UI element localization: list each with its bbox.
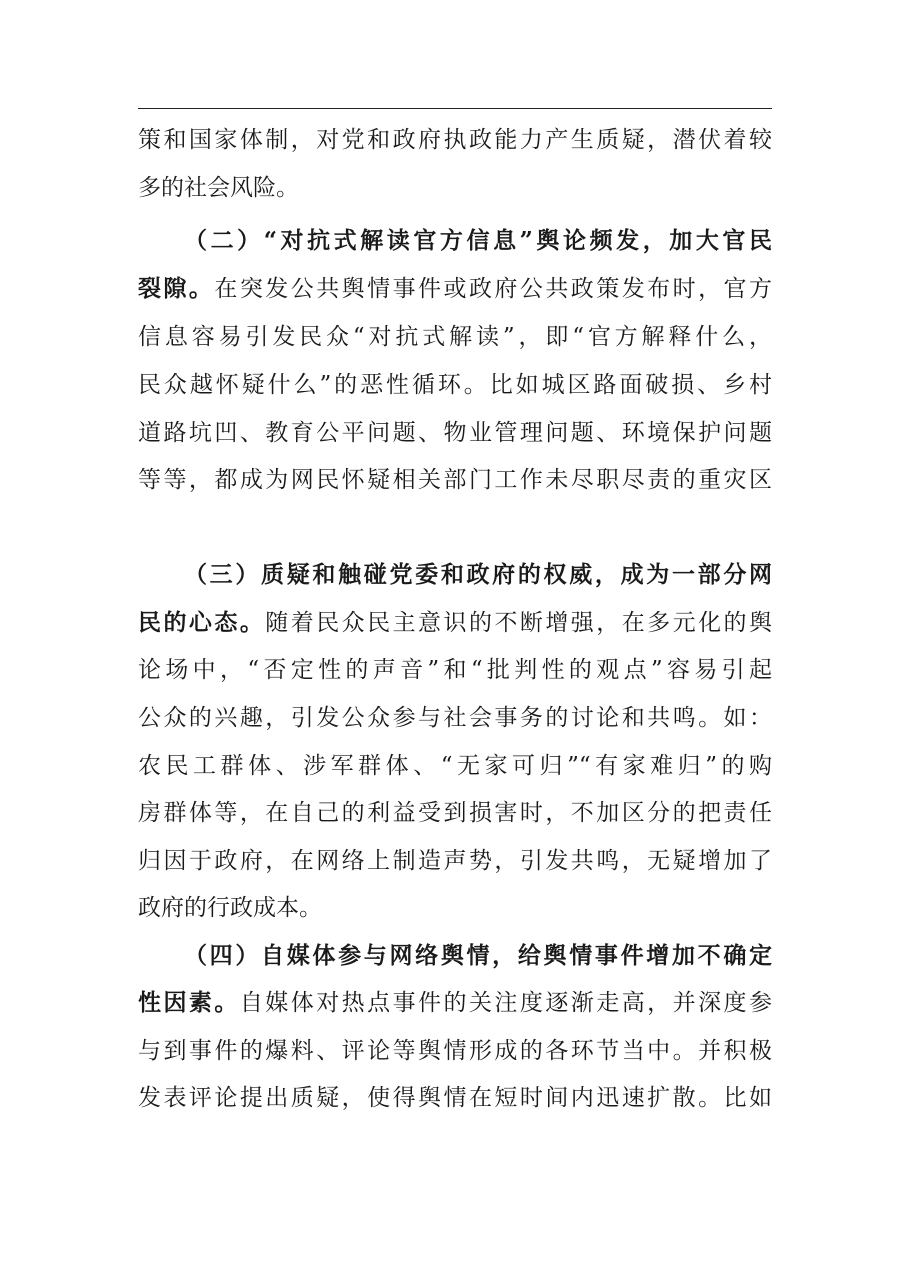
section-heading-2-tail: 裂隙。 xyxy=(138,275,215,302)
body-text-run: 在突发公共舆情事件或政府公共政策发布时，官方 xyxy=(214,276,772,302)
body-text-line: 策和国家体制，对党和政府执政能力产生质疑，潜伏着较 xyxy=(138,127,772,153)
body-text-line xyxy=(138,598,772,648)
body-text-line: 等等，都成为网民怀疑相关部门工作未尽职尽责的重灾区 xyxy=(138,467,772,493)
body-text-line: 信息容易引发民众“对抗式解读”，即“官方解释什么， xyxy=(138,324,772,350)
section-heading-3-tail: 民的心态。 xyxy=(138,609,266,636)
section-heading-2: （二）“对抗式解读官方信息”舆论频发，加大官民 xyxy=(184,227,772,254)
body-text-line xyxy=(138,978,772,1028)
section-heading-4: （四）自媒体参与网络舆情，给舆情事件增加不确定 xyxy=(184,942,772,969)
body-text-line xyxy=(138,264,772,314)
body-text-run: 随着民众民主意识的不断增强，在多元化的舆 xyxy=(265,610,773,636)
body-text-line: 多的社会风险。 xyxy=(138,175,299,201)
header-rule xyxy=(138,108,772,109)
body-text-line: 与到事件的爆料、评论等舆情形成的各环节当中。并积极 xyxy=(138,1038,772,1064)
body-text-line: 政府的行政成本。 xyxy=(138,895,322,921)
body-text-line: 农民工群体、涉军群体、“无家可归”“有家难归”的购 xyxy=(138,753,772,779)
body-text-line: 发表评论提出质疑，使得舆情在短时间内迅速扩散。比如 xyxy=(138,1085,772,1111)
body-text-line: 房群体等，在自己的利益受到损害时，不加区分的把责任 xyxy=(138,800,772,826)
body-text-line: 道路坑凹、教育公平问题、物业管理问题、环境保护问题 xyxy=(138,420,772,446)
body-text-line: 归因于政府，在网络上制造声势，引发共鸣，无疑增加了 xyxy=(138,848,772,874)
body-text-line: 论场中，“否定性的声音”和“批判性的观点”容易引起 xyxy=(138,657,772,683)
section-heading-4-tail: 性因素。 xyxy=(138,989,240,1016)
body-text-run: 自媒体对热点事件的关注度逐渐走高，并深度参 xyxy=(239,990,773,1016)
body-text-line: 公众的兴趣，引发公众参与社会事务的讨论和共鸣。如： xyxy=(138,705,772,731)
body-text-line: 民众越怀疑什么”的恶性循环。比如城区路面破损、乡村 xyxy=(138,372,772,398)
section-heading-3: （三）质疑和触碰党委和政府的权威，成为一部分网 xyxy=(184,561,772,588)
